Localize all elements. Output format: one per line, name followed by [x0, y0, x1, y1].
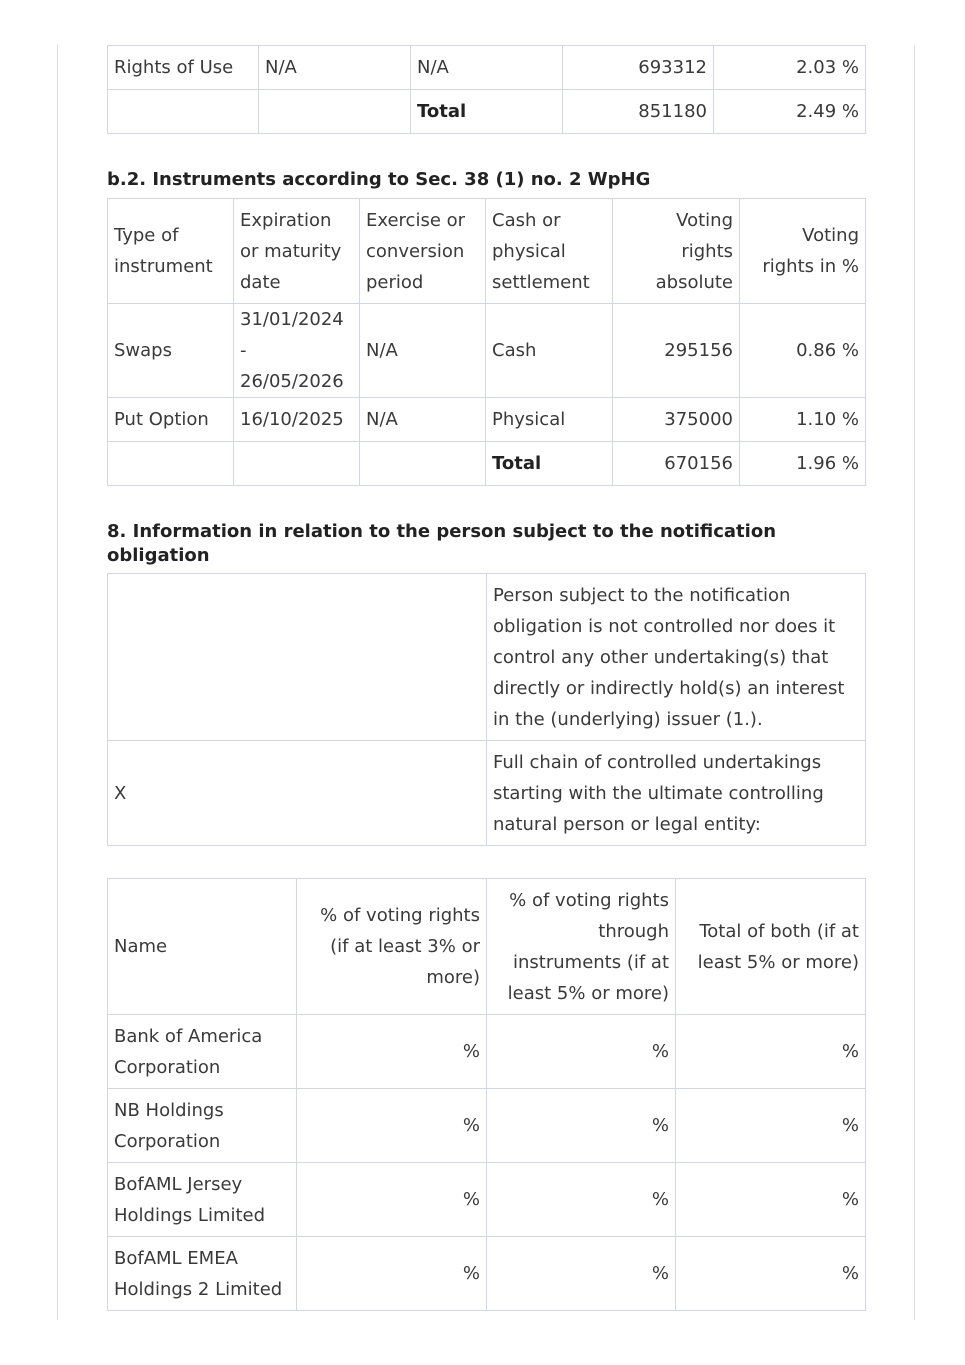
column-header: Name: [108, 879, 297, 1015]
column-header: % of voting rights (if at least 3% or more): [297, 879, 487, 1015]
table-cell: %: [487, 1015, 676, 1089]
table-row: [108, 574, 866, 741]
table-header-row: [108, 879, 866, 1015]
table-cell: Physical: [486, 398, 613, 442]
table-cell: N/A: [360, 304, 486, 398]
table-cell: Swaps: [108, 304, 234, 398]
table-cell: 375000: [613, 398, 740, 442]
table-cell: N/A: [360, 398, 486, 442]
table-cell: 693312: [563, 46, 714, 90]
table-cell: 295156: [613, 304, 740, 398]
table-cell: BofAML Jersey Holdings Limited: [108, 1163, 297, 1237]
table-cell: [234, 442, 360, 486]
table-cell: Full chain of controlled undertakings starting with the ultimate controlling natural person or legal entity:: [487, 741, 866, 846]
table-cell: 31/01/2024 - 26/05/2026: [234, 304, 360, 398]
table-row: [108, 1163, 866, 1237]
table-cell: 670156: [613, 442, 740, 486]
table-row: [108, 304, 866, 398]
table-cell: 1.96 %: [740, 442, 866, 486]
table-cell: 16/10/2025: [234, 398, 360, 442]
checkbox-cell: [108, 574, 487, 741]
table-cell: [360, 442, 486, 486]
table-cell: Rights of Use: [108, 46, 259, 90]
document-content: [107, 45, 865, 1311]
table-cell: 2.49 %: [714, 90, 866, 134]
checkbox-cell: X: [108, 741, 487, 846]
table-cell: Bank of America Corporation: [108, 1015, 297, 1089]
total-label: Total: [411, 90, 563, 134]
table-cell: Put Option: [108, 398, 234, 442]
column-header: Type of instrument: [108, 199, 234, 304]
table-header-row: [108, 199, 866, 304]
column-header: Exercise or conversion period: [360, 199, 486, 304]
right-margin-rule: [914, 45, 915, 1320]
table-cell: %: [297, 1163, 487, 1237]
table-cell: BofAML EMEA Holdings 2 Limited: [108, 1237, 297, 1311]
table-cell: %: [676, 1089, 866, 1163]
table-cell: Person subject to the notification obligation is not controlled nor does it control any other undertaking(s) that directly or indirectly hold(s) an interest in the (underlying) issuer (1.).: [487, 574, 866, 741]
table-cell: %: [487, 1163, 676, 1237]
table-cell: %: [676, 1237, 866, 1311]
table-cell: %: [676, 1163, 866, 1237]
instruments-table: [107, 198, 866, 486]
table-cell: 2.03 %: [714, 46, 866, 90]
section-heading-b2: b.2. Instruments according to Sec. 38 (1) no. 2 WpHG: [107, 169, 651, 190]
table-cell: N/A: [411, 46, 563, 90]
table-cell: %: [487, 1089, 676, 1163]
column-header: Voting rights in %: [740, 199, 866, 304]
column-header: % of voting rights through instruments (if at least 5% or more): [487, 879, 676, 1015]
total-label: Total: [486, 442, 613, 486]
table-row: [108, 741, 866, 846]
table-row: [108, 1015, 866, 1089]
table-cell: %: [297, 1015, 487, 1089]
table-cell: [259, 90, 411, 134]
table-cell: %: [487, 1237, 676, 1311]
table-cell: [108, 442, 234, 486]
table-row: [108, 398, 866, 442]
column-header: Cash or physical settlement: [486, 199, 613, 304]
table-cell: 1.10 %: [740, 398, 866, 442]
controlled-undertakings-table: [107, 878, 866, 1311]
table-cell: Cash: [486, 304, 613, 398]
table-row: [108, 442, 866, 486]
rights-of-use-table: [107, 45, 866, 134]
column-header: Total of both (if at least 5% or more): [676, 879, 866, 1015]
table-cell: %: [676, 1015, 866, 1089]
table-cell: [108, 90, 259, 134]
table-row: [108, 1089, 866, 1163]
table-cell: N/A: [259, 46, 411, 90]
table-row: [108, 1237, 866, 1311]
section-heading-8: 8. Information in relation to the person subject to the notification obligation: [107, 521, 777, 566]
table-row: [108, 46, 866, 90]
table-cell: %: [297, 1089, 487, 1163]
column-header: Expiration or maturity date: [234, 199, 360, 304]
table-cell: 0.86 %: [740, 304, 866, 398]
person-info-table: [107, 573, 866, 846]
column-header: Voting rights absolute: [613, 199, 740, 304]
table-cell: NB Holdings Corporation: [108, 1089, 297, 1163]
table-cell: %: [297, 1237, 487, 1311]
table-row: [108, 90, 866, 134]
table-cell: 851180: [563, 90, 714, 134]
left-margin-rule: [57, 45, 58, 1320]
